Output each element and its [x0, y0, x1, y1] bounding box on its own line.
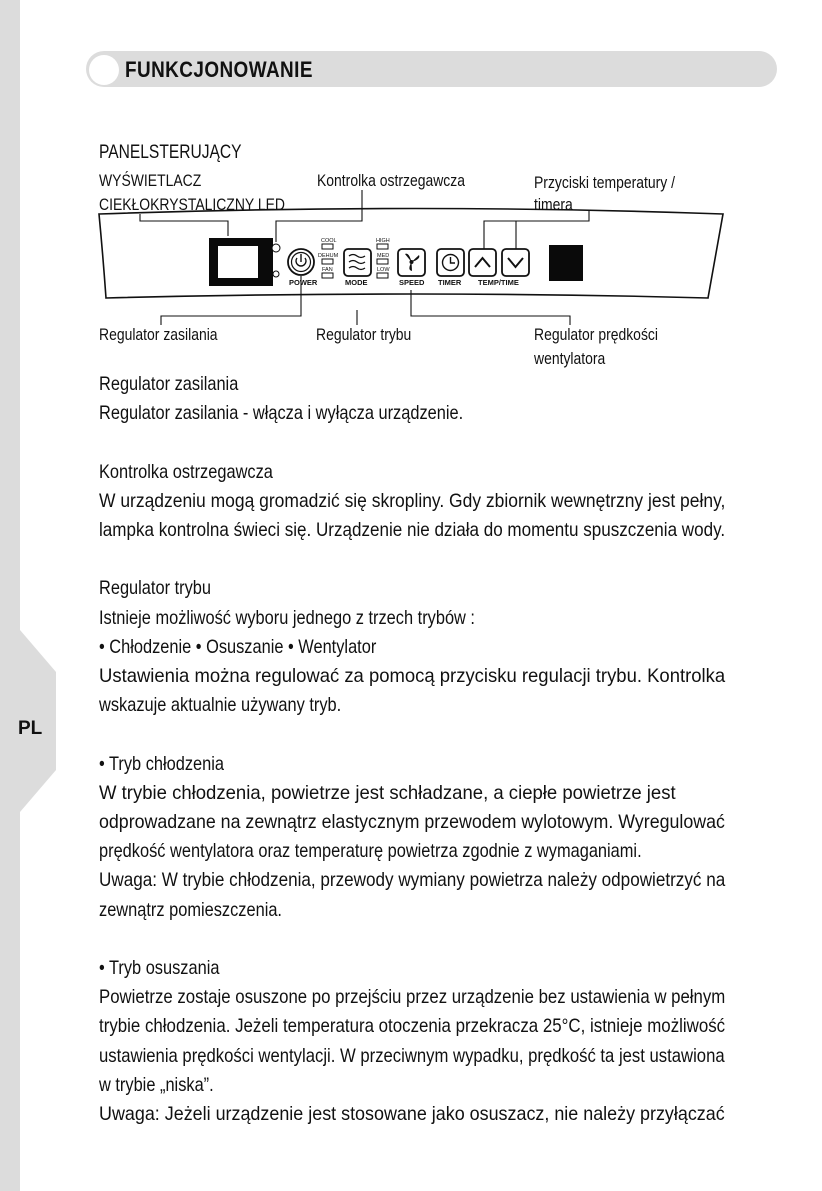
cool-text-2: odprowadzane na zewnątrz elastycznym przewodem wylotowym. Wyregulować [99, 811, 725, 833]
label-display-line1: WYŚWIETLACZ [99, 171, 202, 190]
label-display-line2: CIEKŁOKRYSTALICZNY LED [99, 195, 285, 214]
dry-text-1: Powietrze zostaje osuszone po przejściu przez urządzenie bez ustawienia w pełnym [99, 986, 726, 1009]
mode-intro: Istnieje możliwość wyboru jednego z trzech trybów : [99, 606, 475, 629]
temp-time-caption: TEMP/TIME [478, 278, 519, 287]
label-temp-line1: Przyciski temperatury / [534, 173, 675, 192]
low-caption: LOW [377, 267, 390, 273]
dry-text-4: w trybie „niska”. [99, 1073, 214, 1096]
speed-caption: SPEED [399, 278, 425, 287]
label-power-regulator: Regulator zasilania [99, 325, 218, 344]
high-caption: HIGH [376, 238, 390, 244]
cool-title: • Tryb chłodzenia [99, 752, 225, 775]
dry-title: • Tryb osuszania [99, 957, 220, 979]
description-body [99, 370, 725, 1129]
warning-title: Kontrolka ostrzegawcza [99, 460, 273, 483]
cool-text-5: zewnątrz pomieszczenia. [99, 898, 282, 921]
high-indicator [377, 244, 388, 249]
lcd-screen [218, 246, 258, 278]
power-caption: POWER [289, 278, 318, 287]
section-title: FUNKCJONOWANIE [125, 57, 313, 82]
warning-text-2: lampka kontrolna świeci się. Urządzenie nie działa do momentu spuszczenia wody. [99, 519, 726, 541]
label-mode-regulator: Regulator trybu [316, 325, 412, 344]
label-speed-line2: wentylatora [534, 349, 606, 368]
mode-caption: MODE [345, 278, 368, 287]
fan-indicator [322, 273, 333, 278]
dehum-caption: DEHUM [318, 253, 339, 259]
cool-text-3: prędkość wentylatora oraz temperaturę powietrza zgodnie z wymaganiami. [99, 840, 642, 863]
fan-caption: FAN [322, 267, 333, 273]
warning-indicator-icon-2 [273, 271, 279, 277]
language-label: PL [18, 718, 43, 739]
mode-title: Regulator trybu [99, 577, 211, 600]
cool-text-1: W trybie chłodzenia, powietrze jest schładzane, a ciepłe powietrze jest [99, 781, 676, 804]
cool-text-4: Uwaga: W trybie chłodzenia, przewody wymiany powietrza należy odpowietrzyć na [99, 869, 726, 892]
dry-text-2: trybie chłodzenia. Jeżeli temperatura otoczenia przekracza 25°C, istnieje możliwość [99, 1015, 726, 1038]
cool-indicator [322, 244, 333, 249]
power-title: Regulator zasilania [99, 373, 239, 395]
mode-text-1: Ustawienia można regulować za pomocą przycisku regulacji trybu. Kontrolka [99, 665, 726, 687]
label-warning: Kontrolka ostrzegawcza [317, 171, 465, 190]
dry-text-3: ustawienia prędkości wentylacji. W przeciwnym wypadku, prędkość ta jest ustawiona [99, 1044, 725, 1067]
med-caption: MED [377, 253, 390, 259]
temp-up-button-icon [469, 249, 496, 276]
warning-text-1: W urządzeniu mogą gromadzić się skropliny. Gdy zbiornik wewnętrzny jest pełny, [99, 489, 726, 512]
label-temp-line2: timera [534, 195, 573, 214]
warning-indicator-icon [272, 244, 280, 252]
temp-down-button-icon [502, 249, 529, 276]
dry-text-5: Uwaga: Jeżeli urządzenie jest stosowane jako osuszacz, nie należy przyłączać [99, 1103, 725, 1126]
remote-receiver [549, 245, 583, 281]
med-indicator [377, 259, 388, 264]
low-indicator [377, 273, 388, 278]
label-speed-line1: Regulator prędkości [534, 325, 658, 344]
cool-caption: COOL [321, 238, 337, 244]
panel-heading: PANELSTERUJĄCY [99, 142, 242, 163]
timer-caption: TIMER [438, 278, 462, 287]
dehum-indicator [322, 259, 333, 264]
power-text: Regulator zasilania - włącza i wyłącza urządzenie. [99, 402, 464, 425]
mode-text-2: wskazuje aktualnie używany tryb. [99, 694, 342, 717]
mode-list: • Chłodzenie • Osuszanie • Wentylator [99, 635, 377, 658]
